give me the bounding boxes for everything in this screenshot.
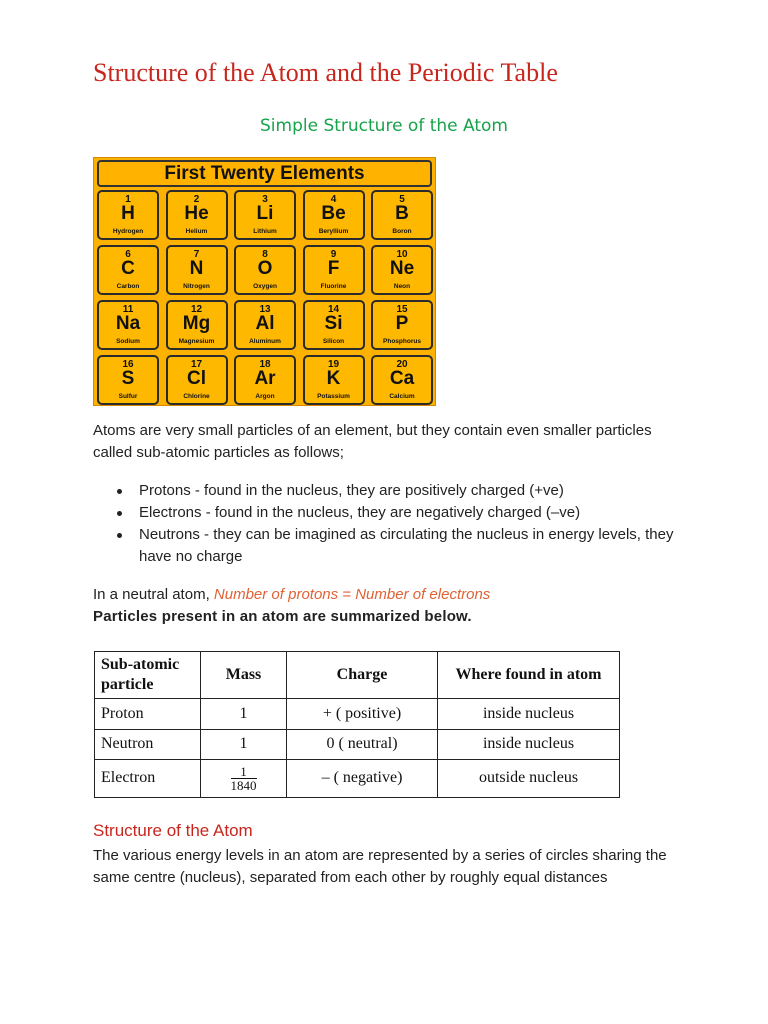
element-symbol: C [121,258,135,279]
element-cell [97,190,159,240]
element-cell [303,355,365,405]
table-row [95,729,620,759]
element-symbol: S [121,368,135,389]
element-cell [166,300,228,350]
element-symbol: H [121,203,135,224]
element-symbol: Ne [389,258,415,279]
element-cell [371,355,433,405]
table-row [95,759,620,797]
element-name: Phosphorus [383,338,421,345]
cell-particle: Proton [95,699,201,729]
table-header-row [95,652,620,699]
element-number: 20 [396,359,408,370]
element-cell [234,300,296,350]
element-name: Silicon [322,338,345,345]
element-name: Neon [393,283,411,290]
element-cell [234,245,296,295]
cell-charge: – ( negative) [287,759,438,797]
mass-fraction [231,765,257,792]
cell-particle: Neutron [95,729,201,759]
element-number: 13 [259,304,271,315]
cell-mass: 1 [201,729,287,759]
particle-list [93,480,693,568]
header-where: Where found in atom [438,652,620,699]
element-cell [97,355,159,405]
element-cell [371,300,433,350]
list-item: Protons - found in the nucleus, they are positively charged (+ve) [93,480,693,502]
element-number: 1 [125,194,131,205]
element-name: Magnesium [178,338,215,345]
element-cell [371,245,433,295]
element-number: 6 [125,249,131,260]
table-row [95,699,620,729]
elements-board-header: First Twenty Elements [97,160,432,187]
element-name: Hydrogen [112,228,144,235]
element-cell [166,355,228,405]
element-number: 4 [330,194,337,205]
element-symbol: O [257,258,273,279]
element-name: Lithium [253,228,277,235]
cell-where: inside nucleus [438,729,620,759]
element-symbol: Cl [187,368,206,389]
element-name: Potassium [317,393,350,400]
section-paragraph: The various energy levels in an atom are represented by a series of circles sharing the same centre (nucleus), separated from each other by roughly equal distances [93,847,667,886]
cell-charge: + ( positive) [287,699,438,729]
element-number: 18 [259,359,271,370]
element-cell [371,190,433,240]
element-number: 19 [327,359,340,370]
first-twenty-elements-image [93,157,436,406]
section-heading: Structure of the Atom [93,821,253,840]
element-name: Argon [255,393,275,400]
cell-particle: Electron [95,759,201,797]
subatomic-table [94,651,620,798]
element-cell [97,300,159,350]
element-number: 16 [122,359,134,370]
header-charge: Charge [287,652,438,699]
element-cell [303,245,365,295]
fraction-denominator: 1840 [230,777,257,793]
element-name: Carbon [116,283,140,290]
element-name: Aluminum [249,338,281,345]
element-symbol: F [327,258,340,279]
element-name: Sulfur [118,393,138,400]
neutral-highlight: Number of protons = Number of electrons [213,586,491,603]
element-name: Helium [185,228,208,235]
element-number: 12 [190,304,203,315]
header-mass: Mass [201,652,287,699]
element-symbol: Na [115,313,141,334]
subtitle: Simple Structure of the Atom [260,116,508,136]
element-symbol: Al [255,313,275,334]
element-cell [166,245,228,295]
element-symbol: Ca [389,368,415,389]
element-number: 9 [330,249,337,260]
cell-where: inside nucleus [438,699,620,729]
element-name: Calcium [389,393,415,400]
element-cell [234,355,296,405]
summary-line: Particles present in an atom are summarized below. [93,608,472,625]
element-cell [303,190,365,240]
element-symbol: Li [256,203,274,224]
element-number: 17 [190,359,203,370]
cell-mass [201,759,287,797]
element-cell [97,245,159,295]
element-cell [166,190,228,240]
cell-where: outside nucleus [438,759,620,797]
element-cell [303,300,365,350]
element-symbol: N [189,258,204,279]
element-name: Oxygen [253,283,277,290]
element-name: Beryllium [318,228,349,235]
element-number: 8 [262,249,268,260]
element-name: Sodium [116,338,140,345]
element-symbol: Be [321,203,346,224]
element-number: 5 [399,194,405,205]
header-particle: Sub-atomic particle [95,652,201,699]
element-symbol: Si [324,313,343,334]
element-number: 7 [193,249,200,260]
neutral-prefix: In a neutral atom, [93,586,214,603]
element-name: Fluorine [320,283,347,290]
element-symbol: P [395,313,409,334]
element-name: Nitrogen [183,283,210,290]
element-number: 2 [193,194,200,205]
intro-paragraph: Atoms are very small particles of an element, but they contain even smaller particles called sub-atomic particles as follows; [93,422,652,461]
element-symbol: He [184,203,209,224]
element-number: 10 [396,249,408,260]
element-number: 15 [396,304,408,315]
element-name: Boron [392,228,412,235]
neutral-atom-line [93,584,490,606]
element-number: 11 [122,304,134,315]
element-cell [234,190,296,240]
cell-mass: 1 [201,699,287,729]
element-number: 14 [327,304,340,315]
element-symbol: Mg [182,313,211,334]
element-symbol: Ar [254,368,276,389]
element-symbol: B [395,203,409,224]
list-item: Neutrons - they can be imagined as circulating the nucleus in energy levels, they have no charge [93,524,693,568]
element-number: 3 [262,194,268,205]
cell-charge: 0 ( neutral) [287,729,438,759]
element-symbol: K [326,368,341,389]
page-title: Structure of the Atom and the Periodic Table [93,58,558,87]
element-name: Chlorine [183,393,210,400]
list-item: Electrons - found in the nucleus, they are negatively charged (–ve) [93,502,693,524]
fraction-numerator: 1 [231,765,257,779]
